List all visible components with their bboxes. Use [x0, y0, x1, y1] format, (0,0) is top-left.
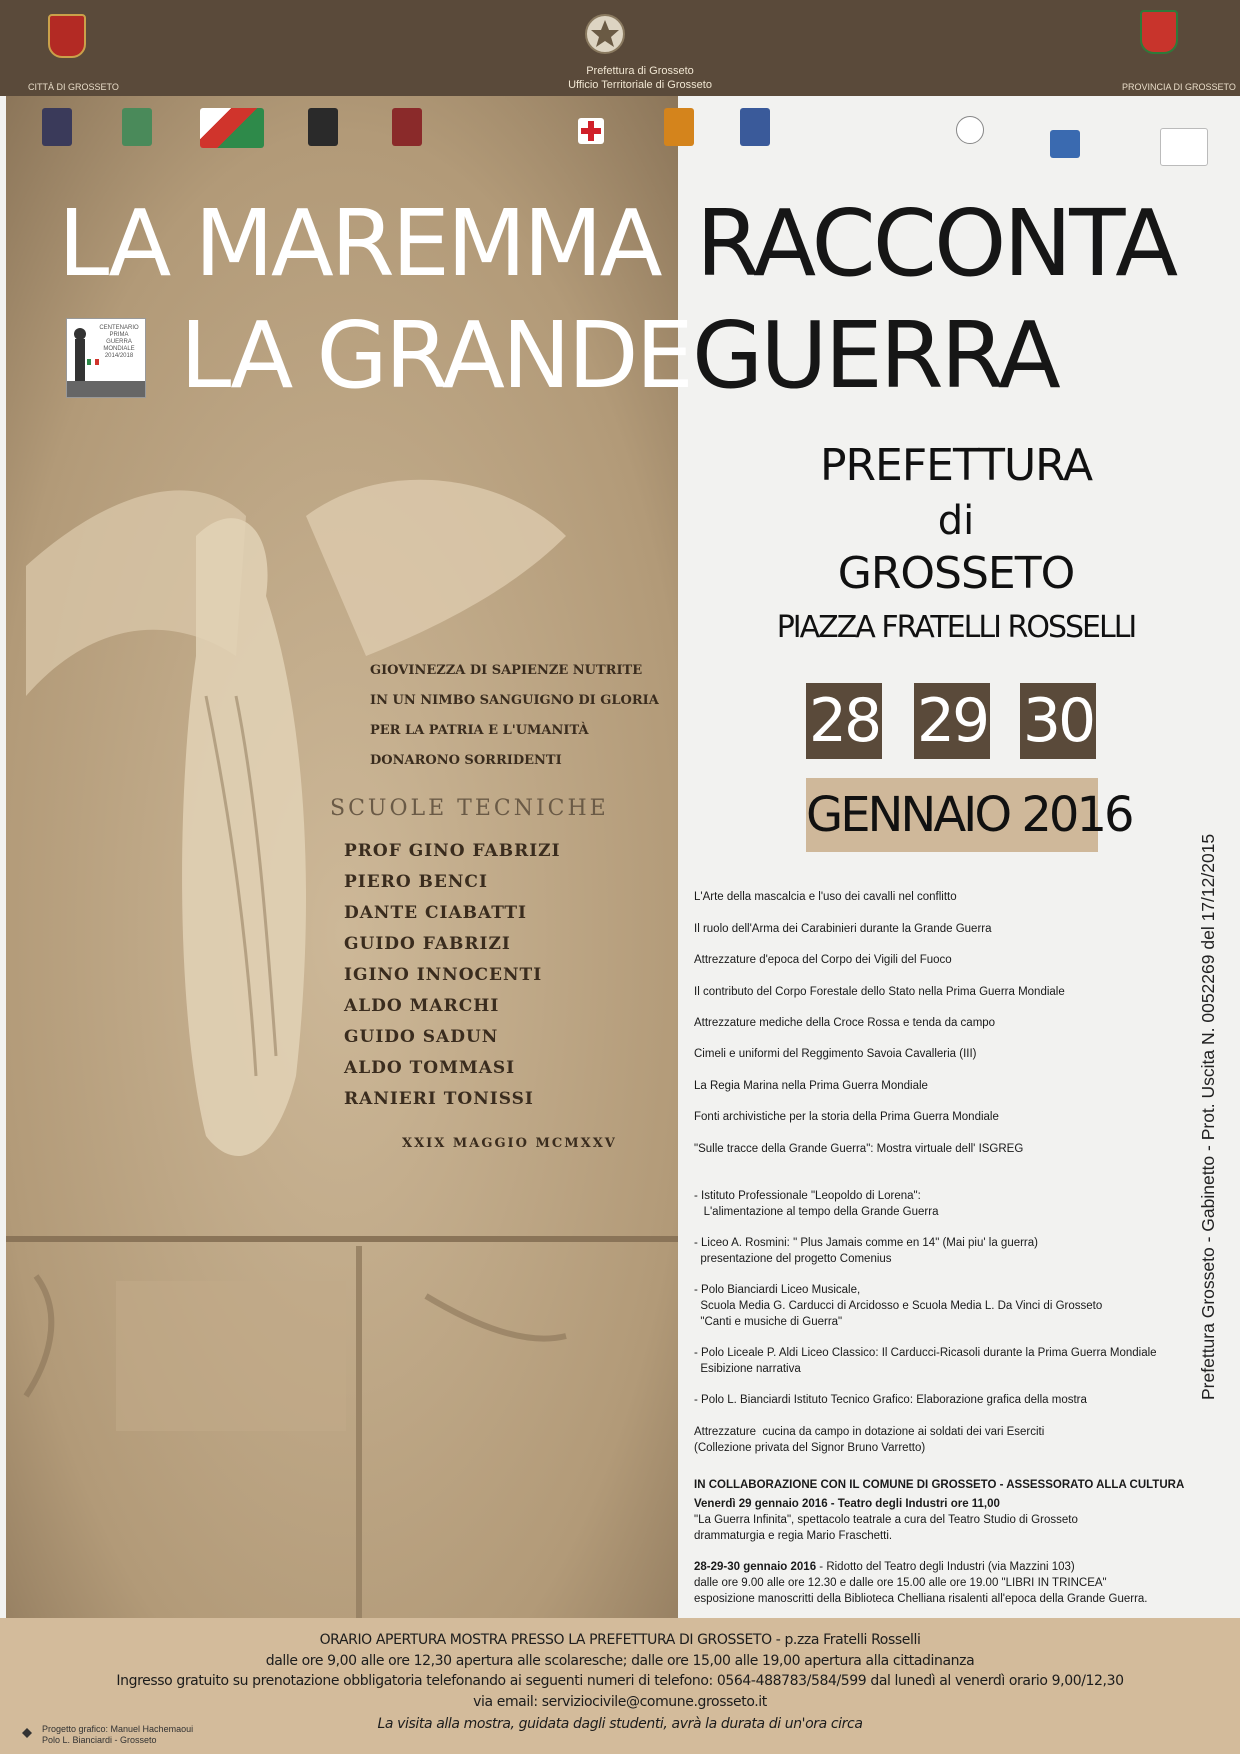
isgreg-logo-icon [1160, 128, 1208, 166]
credit-line: Polo L. Bianciardi - Grosseto [42, 1735, 157, 1745]
sponsor-logo-icon [122, 108, 152, 146]
memorial-inscription [370, 656, 678, 776]
design-credit [42, 1724, 193, 1746]
inscription-name: GUIDO SADUN [344, 1027, 499, 1047]
prefecture-heading [520, 64, 760, 92]
inscription-name: PROF GINO FABRIZI [344, 841, 561, 861]
footer-line: Ingresso gratuito su prenotazione obbligatoria telefonando ai seguenti numeri di telefono: 0564-488783/584/599 dal lunedì al venerdì orario 9,00/12,30 [116, 1673, 1124, 1689]
province-crest-icon [1140, 10, 1178, 54]
footer-line: dalle ore 9,00 alle ore 12,30 apertura alle scolaresche; dalle ore 15,00 alle 19,00 apertura alla cittadinanza [265, 1653, 975, 1669]
event-item: Cimeli e uniformi del Reggimento Savoia Cavalleria (III) [694, 1048, 977, 1060]
city-label: CITTÀ DI GROSSETO [28, 82, 119, 92]
protocol-stamp: Prefettura Grosseto - Gabinetto - Prot. Uscita N. 0052269 del 17/12/2015 [1198, 833, 1218, 1400]
ministry-emblem-icon [956, 116, 984, 144]
inscription-heading: SCUOLE TECNICHE [330, 796, 609, 821]
centenary-text: CENTENARIO PRIMA GUERRA MONDIALE 2014/2018 [99, 325, 139, 359]
title-line1-left: LA MAREMMA [58, 190, 660, 297]
province-label: PROVINCIA DI GROSSETO [1122, 82, 1236, 92]
event-item: Il contributo del Corpo Forestale dello Stato nella Prima Guerra Mondiale [694, 986, 1065, 998]
school-item: - Polo Liceale P. Aldi Liceo Classico: Il Carducci-Ricasoli durante la Prima Guerra Mondiale Esibizione narrativa [694, 1347, 1157, 1375]
city-crest-icon [48, 14, 86, 58]
header-band [0, 0, 1240, 96]
inscription-name: ALDO TOMMASI [344, 1058, 516, 1078]
event-item: Fonti archivistiche per la storia della Prima Guerra Mondiale [694, 1111, 999, 1123]
sponsor-logo-icon [740, 108, 770, 146]
inscription-names [344, 836, 644, 1115]
school-item: - Istituto Professionale "Leopoldo di Lorena": L'alimentazione al tempo della Grande Guerra [694, 1190, 939, 1218]
event-item: Attrezzature d'epoca del Corpo dei Vigili del Fuoco [694, 954, 952, 966]
state-archive-logo-icon [1050, 130, 1080, 158]
event-item: Il ruolo dell'Arma dei Carabinieri durante la Grande Guerra [694, 923, 992, 935]
sponsor-logo-icon [392, 108, 422, 146]
designer-logo-icon [20, 1726, 34, 1740]
fire-brigade-logo-icon [664, 108, 694, 146]
date-day: 30 [1020, 683, 1096, 759]
centenary-logo [66, 318, 146, 398]
school-item: - Polo Bianciardi Liceo Musicale, Scuola Media G. Carducci di Arcidosso e Scuola Media L. Da Vinci di Grosseto "Canti e musiche di Guerra" [694, 1284, 1103, 1328]
inscription-name: IGINO INNOCENTI [344, 965, 543, 985]
inscription-name: ALDO MARCHI [344, 996, 500, 1016]
event-item: L'Arte della mascalcia e l'uso dei cavalli nel conflitto [694, 891, 957, 903]
collaboration-heading: IN COLLABORAZIONE CON IL COMUNE DI GROSSETO - ASSESSORATO ALLA CULTURA [694, 1479, 1185, 1491]
event-item: "Sulle tracce della Grande Guerra": Mostra virtuale dell' ISGREG [694, 1143, 1024, 1155]
inscription-name: GUIDO FABRIZI [344, 934, 511, 954]
event-item: La Regia Marina nella Prima Guerra Mondiale [694, 1080, 928, 1092]
title-line2-right: GUERRA [692, 302, 1058, 409]
prefecture-line-1: Prefettura di Grosseto [586, 65, 694, 77]
inscription-name: RANIERI TONISSI [344, 1089, 534, 1109]
footer-email: via email: serviziocivile@comune.grosseto.it [473, 1694, 767, 1710]
prefecture-line-2: Ufficio Territoriale di Grosseto [568, 79, 712, 91]
date-day: 28 [806, 683, 882, 759]
republic-emblem-icon [584, 12, 626, 56]
sponsor-logo-icon [42, 108, 72, 146]
inscription-line: GIOVINEZZA DI SAPIENZE NUTRITE [370, 663, 643, 678]
inscription-date: XXIX MAGGIO MCMXXV [402, 1136, 617, 1151]
date-day: 29 [914, 683, 990, 759]
credit-line: Progetto grafico: Manuel Hachemaoui [42, 1724, 194, 1734]
inscription-name: PIERO BENCI [344, 872, 488, 892]
inscription-name: DANTE CIABATTI [344, 903, 527, 923]
coast-guard-logo-icon [200, 108, 264, 148]
collaboration-event2-body: dalle ore 9.00 alle ore 12.30 e dalle ore 15.00 alle ore 19.00 "LIBRI IN TRINCEA" esposizione manoscritti della Biblioteca Chelliana risalenti all'epoca della Grande Guerra. [694, 1577, 1148, 1605]
collaboration-event2-date: 28-29-30 gennaio 2016 [694, 1561, 817, 1573]
event-item: Attrezzature mediche della Croce Rossa e tenda da campo [694, 1017, 996, 1029]
sponsor-logo-icon [308, 108, 338, 146]
red-cross-logo-icon [578, 118, 604, 144]
date-month: GENNAIO 2016 [806, 778, 1098, 852]
title-line1-right: RACCONTA [696, 190, 1176, 297]
venue-city: GROSSETO [837, 548, 1075, 599]
collaboration-event1-body: "La Guerra Infinita", spettacolo teatrale a cura del Teatro Studio di Grosseto drammaturgia e regia Mario Fraschetti. [694, 1514, 1078, 1542]
school-item: Attrezzature cucina da campo in dotazione ai soldati dei vari Eserciti (Collezione privata del Signor Bruno Varretto) [694, 1426, 1045, 1454]
inscription-line: PER LA PATRIA E L'UMANITÀ [370, 723, 589, 738]
inscription-line: IN UN NIMBO SANGUIGNO DI GLORIA [370, 693, 659, 708]
venue-di: di [937, 498, 975, 544]
collaboration-event2-place: - Ridotto del Teatro degli Industri (via Mazzini 103) [816, 1561, 1075, 1573]
footer-visit-note: La visita alla mostra, guidata dagli studenti, avrà la durata di un'ora circa [377, 1716, 863, 1732]
venue-address: PIAZZA FRATELLI ROSSELLI [776, 610, 1136, 645]
school-item: - Liceo A. Rosmini: " Plus Jamais comme en 14" (Mai piu' la guerra) presentazione del progetto Comenius [694, 1237, 1038, 1265]
collaboration-event1-title: Venerdì 29 gennaio 2016 - Teatro degli Industri ore 11,00 [694, 1498, 1000, 1510]
school-item: - Polo L. Bianciardi Istituto Tecnico Grafico: Elaborazione grafica della mostra [694, 1394, 1087, 1406]
footer-line: ORARIO APERTURA MOSTRA PRESSO LA PREFETTURA DI GROSSETO - p.zza Fratelli Rosselli [319, 1632, 921, 1648]
venue-prefettura: PREFETTURA [819, 440, 1093, 491]
inscription-line: DONARONO SORRIDENTI [370, 753, 562, 768]
title-line2-left: LA GRANDE [180, 302, 691, 409]
collaboration-event2-title [694, 1559, 1184, 1575]
